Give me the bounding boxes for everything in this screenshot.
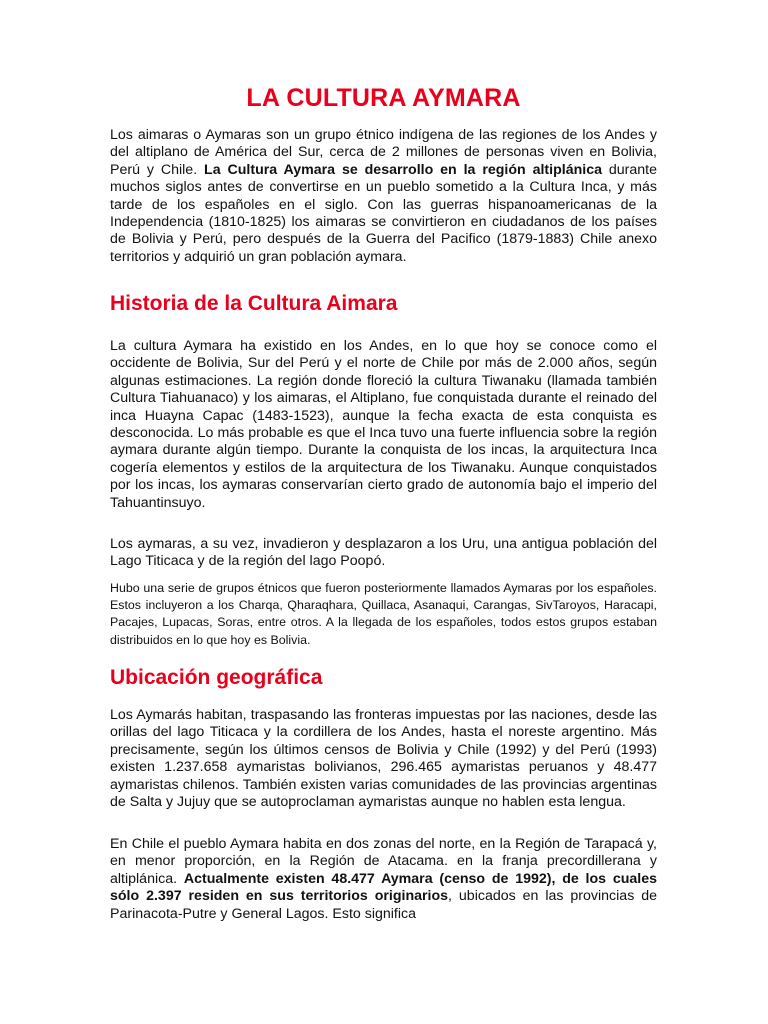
intro-text-1: Los aimaras o Aymaras son un grupo étnico indígena de las regiones de los Andes y del altiplano de América del Sur, cerca de 2 millones de personas viven en Bolivia, Perú y Chile. <box>110 127 657 178</box>
location-text-1: En Chile el pueblo Aymara habita en dos zonas del norte, en la Región de Tarapacá y, en menor proporción, en la Región de Atacama. en la franja precordillerana y altiplánica. <box>110 836 657 887</box>
history-paragraph-3: Hubo una serie de grupos étnicos que fueron posteriormente llamados Aymaras por los españoles. Estos incluyeron a los Charqa, Qharaqhara, Quillaca, Asanaqui, Carangas, SivTaroyos, Haracapi, Pacajes, Lupacas, Soras, entre otros. A la llegada de los españoles, todos estos grupos estaban distribuidos en lo que hoy es Bolivia. <box>110 581 657 647</box>
location-bold-text: Actualmente existen 48.477 Aymara (censo de 1992), de los cuales sólo 2.397 residen en sus territorios originarios <box>110 870 657 905</box>
location-paragraph-1: Los Aymarás habitan, traspasando las fronteras impuestas por las naciones, desde las orillas del lago Titicaca y la cordillera de los Andes, hasta el noreste argentino. Más precisamente, según los últimos censos de Bolivia y Chile (1992) y del Perú (1993) existen 1.237.658 aymaristas bolivianos, 296.465 aymaristas peruanos y 48.477 aymaristas chilenos. También existen varias comunidades de las provincias argentinas de Salta y Jujuy que se autoproclaman aymaristas aunque no hablen esta lengua. <box>110 707 657 811</box>
intro-text-2: durante muchos siglos antes de convertirse en un pueblo sometido a la Cultura Inca, y más tarde de los españoles en el siglo. Con las guerras hispanoamericanas de la Independencia (1810-1825) los aimaras se convirtieron en ciudadanos de los países de Bolivia y Perú, pero después de la Guerra del Pacifico (1879-1883) Chile anexo territorios y adquirió un gran población aymara. <box>110 161 658 265</box>
history-paragraph-2: Los aymaras, a su vez, invadieron y desplazaron a los Uru, una antigua población del Lago Titicaca y de la región del lago Poopó. <box>110 536 657 570</box>
location-paragraph-2 <box>110 836 657 923</box>
document-title: LA CULTURA AYMARA <box>246 84 521 112</box>
history-paragraph-1: La cultura Aymara ha existido en los Andes, en lo que hoy se conoce como el occidente de Bolivia, Sur del Perú y el norte de Chile por más de 2.000 años, según algunas estimaciones. La región donde floreció la cultura Tiwanaku (llamada también Cultura Tiahuanaco) y los aimaras, el Altiplano, fue conquistada durante el reinado del inca Huayna Capac (1483-1523), aunque la fecha exacta de esta conquista es desconocida. Lo más probable es que el Inca tuvo una fuerte influencia sobre la región aymara durante algún tiempo. Durante la conquista de los incas, la arquitectura Inca cogería elementos y estilos de la arquitectura de los Tiwanaku. Aunque conquistados por los incas, los aymaras conservarían cierto grado de autonomía bajo el imperio del Tahuantinsuyo. <box>110 338 657 511</box>
intro-paragraph <box>110 127 657 266</box>
location-heading: Ubicación geográfica <box>110 666 323 689</box>
intro-bold-text: La Cultura Aymara se desarrollo en la región altiplánica <box>204 161 602 178</box>
history-heading: Historia de la Cultura Aimara <box>110 292 398 315</box>
location-text-2: , ubicados en las provincias de Parinacota-Putre y General Lagos. Esto significa <box>110 888 657 922</box>
